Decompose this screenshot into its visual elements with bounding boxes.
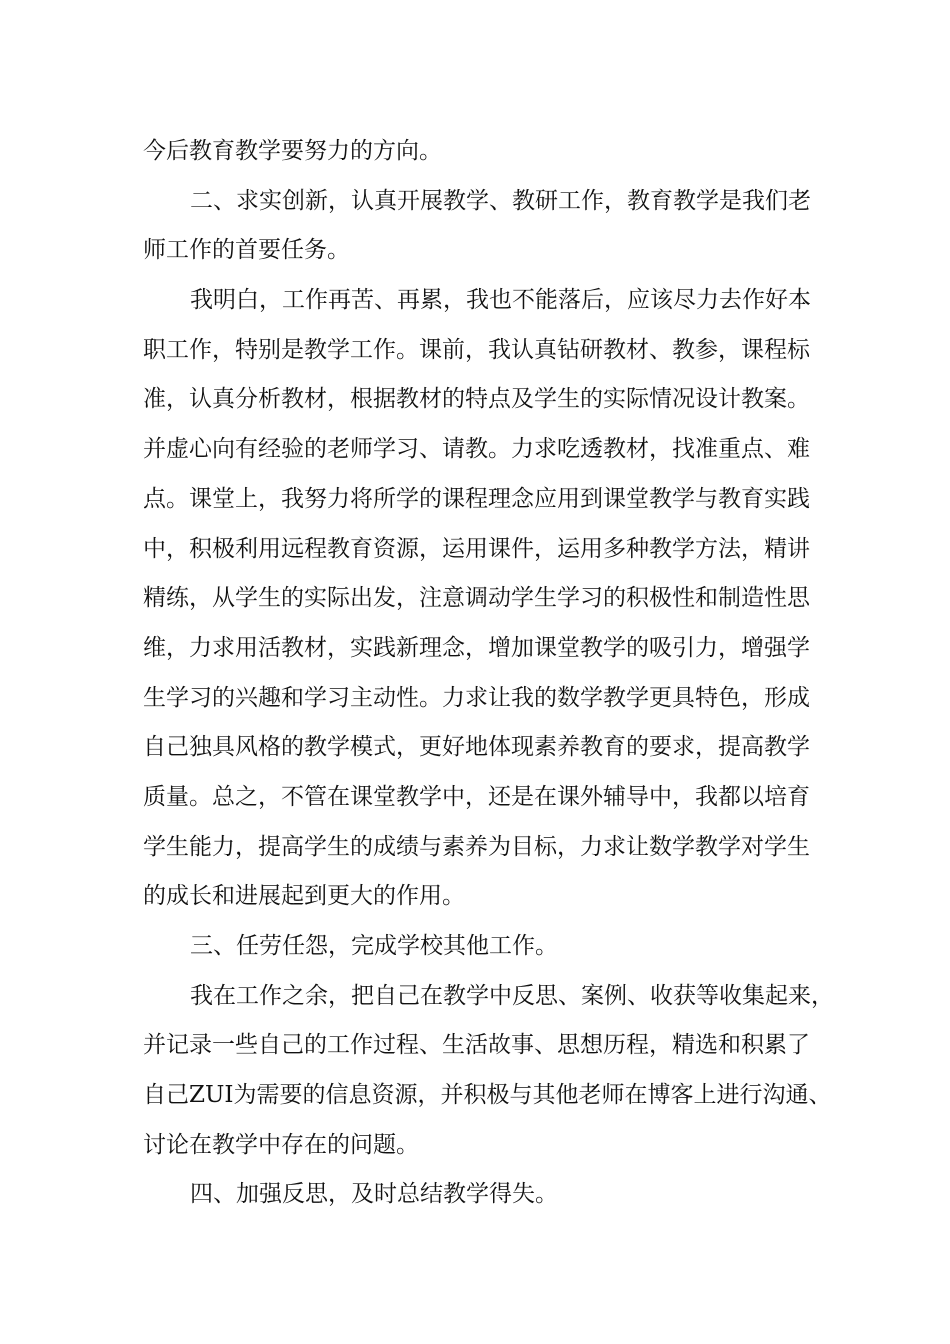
text-line: 质量。总之，不管在课堂教学中，还是在课外辅导中，我都以培育 xyxy=(143,784,810,810)
text-line: 维，力求用活教材，实践新理念，增加课堂教学的吸引力，增强学 xyxy=(143,635,810,661)
paragraph-start: 我明白，工作再苦、再累，我也不能落后，应该尽力去作好本 xyxy=(190,287,811,313)
text-line: 讨论在教学中存在的问题。 xyxy=(143,1132,419,1158)
section-heading: 三、任劳任怨，完成学校其他工作。 xyxy=(190,933,558,959)
text-line: 师工作的首要任务。 xyxy=(143,237,350,263)
text-line: 生学习的兴趣和学习主动性。力求让我的数学教学更具特色，形成 xyxy=(143,685,810,711)
text-line: 中，积极利用远程教育资源，运用课件，运用多种教学方法，精讲 xyxy=(143,536,810,562)
section-heading: 四、加强反思，及时总结教学得失。 xyxy=(190,1181,558,1207)
paragraph-start: 我在工作之余，把自己在教学中反思、案例、收获等收集起来， xyxy=(190,983,834,1009)
text-line: 并记录一些自己的工作过程、生活故事、思想历程，精选和积累了 xyxy=(143,1032,810,1058)
text-line: 自己独具风格的教学模式，更好地体现素养教育的要求，提高教学 xyxy=(143,734,810,760)
text-line: 精练，从学生的实际出发，注意调动学生学习的积极性和制造性思 xyxy=(143,585,810,611)
text-line: 并虚心向有经验的老师学习、请教。力求吃透教材，找准重点、难 xyxy=(143,436,810,462)
text-line: 自己ZUI为需要的信息资源，并积极与其他老师在博客上进行沟通、 xyxy=(143,1082,832,1108)
text-line: 学生能力，提高学生的成绩与素养为目标，力求让数学教学对学生 xyxy=(143,834,810,860)
text-line: 准，认真分析教材，根据教材的特点及学生的实际情况设计教案。 xyxy=(143,386,810,412)
section-heading: 二、求实创新，认真开展教学、教研工作，教育教学是我们老 xyxy=(190,188,811,214)
text-line: 点。课堂上，我努力将所学的课程理念应用到课堂教学与教育实践 xyxy=(143,486,810,512)
text-line: 的成长和进展起到更大的作用。 xyxy=(143,883,465,909)
text-line: 职工作，特别是教学工作。课前，我认真钻研教材、教参，课程标 xyxy=(143,337,810,363)
text-line: 今后教育教学要努力的方向。 xyxy=(143,138,442,164)
